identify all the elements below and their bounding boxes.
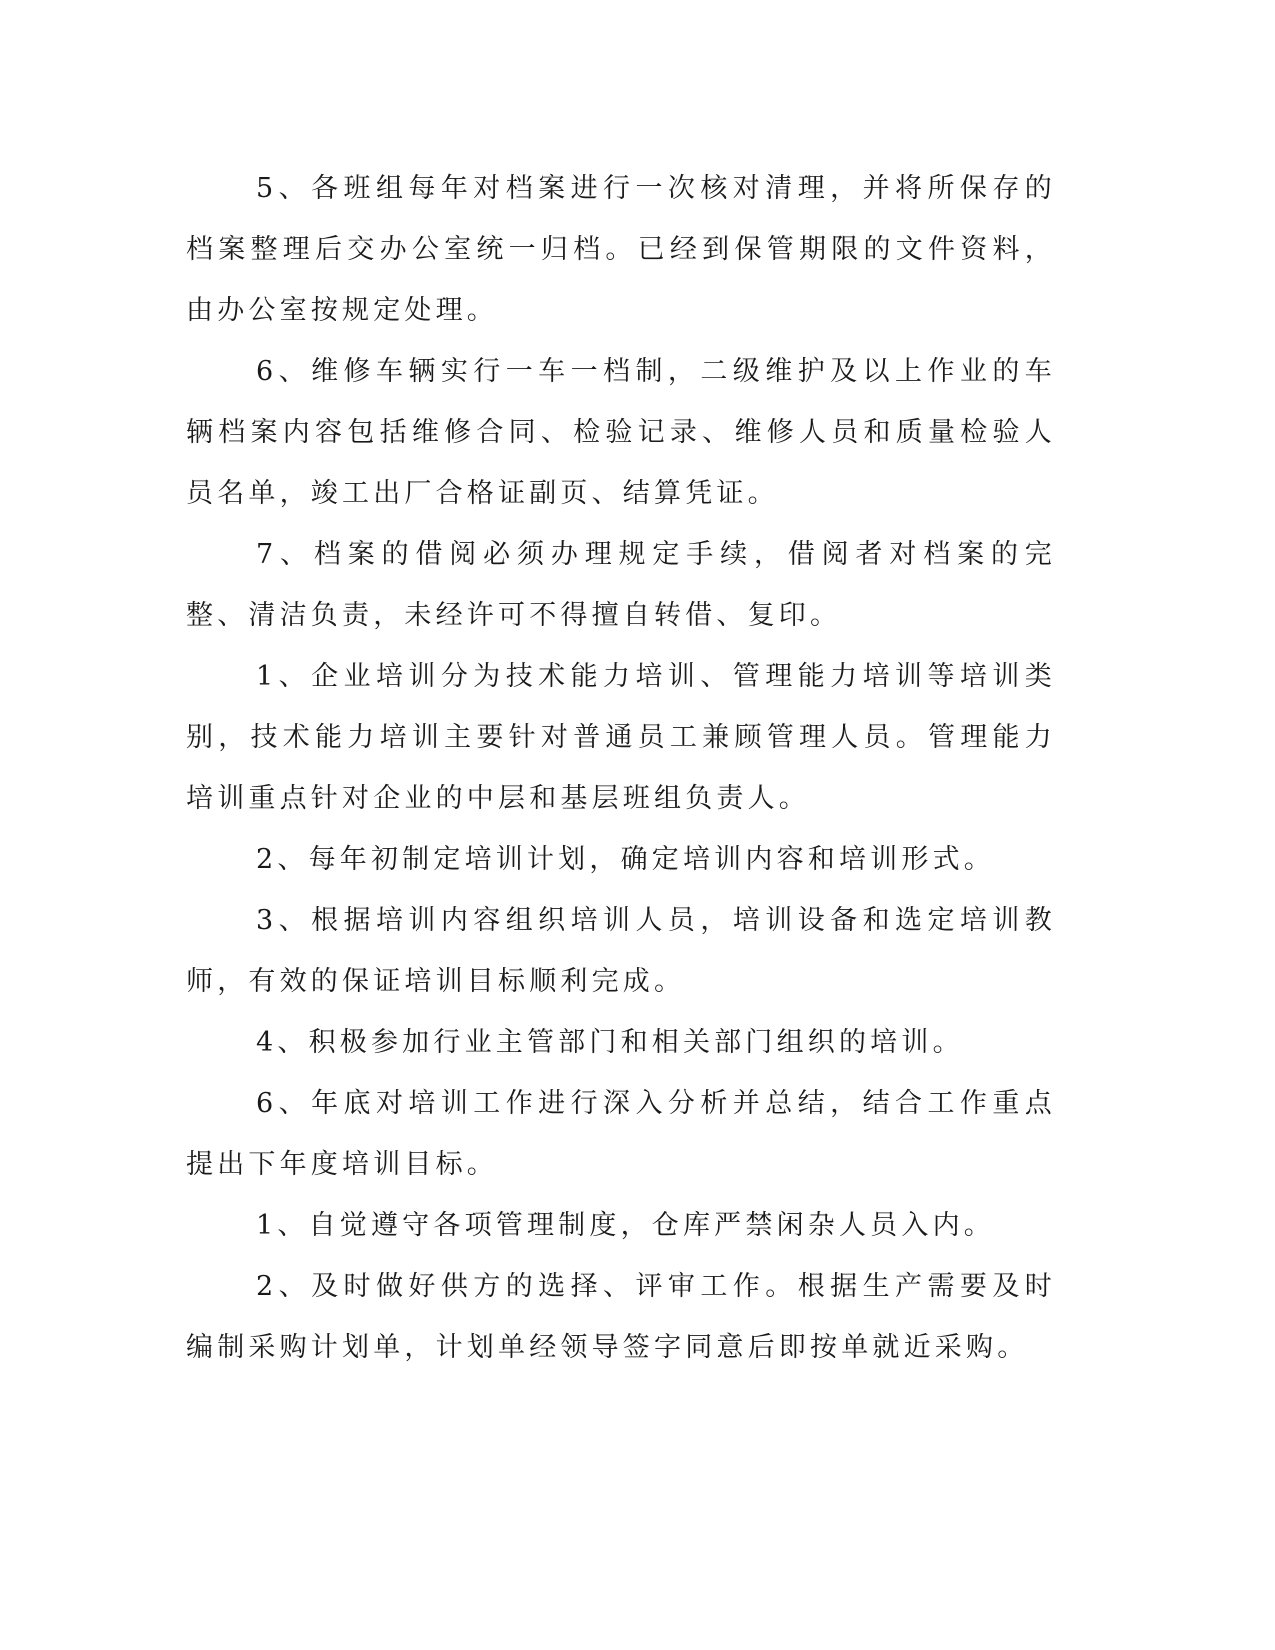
paragraph: 4、积极参加行业主管部门和相关部门组织的培训。	[256, 1027, 964, 1058]
paragraph: 6、年底对培训工作进行深入分析并总结，结合工作重点提出下年度培训目标。	[186, 1088, 1056, 1180]
paragraph: 2、及时做好供方的选择、评审工作。根据生产需要及时编制采购计划单，计划单经领导签字同意后即按单就近采购。	[186, 1271, 1056, 1363]
paragraph: 3、根据培训内容组织培训人员，培训设备和选定培训教师，有效的保证培训目标顺利完成。	[186, 905, 1056, 997]
paragraph: 2、每年初制定培训计划，确定培训内容和培训形式。	[256, 844, 995, 875]
paragraph: 6、维修车辆实行一车一档制，二级维护及以上作业的车辆档案内容包括维修合同、检验记录、维修人员和质量检验人员名单，竣工出厂合格证副页、结算凭证。	[186, 356, 1056, 509]
paragraph: 1、自觉遵守各项管理制度，仓库严禁闲杂人员入内。	[256, 1210, 995, 1241]
document-body	[186, 158, 1056, 1378]
paragraph: 1、企业培训分为技术能力培训、管理能力培训等培训类别，技术能力培训主要针对普通员工兼顾管理人员。管理能力培训重点针对企业的中层和基层班组负责人。	[186, 661, 1056, 814]
paragraph: 7、档案的借阅必须办理规定手续，借阅者对档案的完整、清洁负责，未经许可不得擅自转借、复印。	[186, 539, 1056, 631]
paragraph: 5、各班组每年对档案进行一次核对清理，并将所保存的档案整理后交办公室统一归档。已经到保管期限的文件资料，由办公室按规定处理。	[186, 173, 1056, 326]
